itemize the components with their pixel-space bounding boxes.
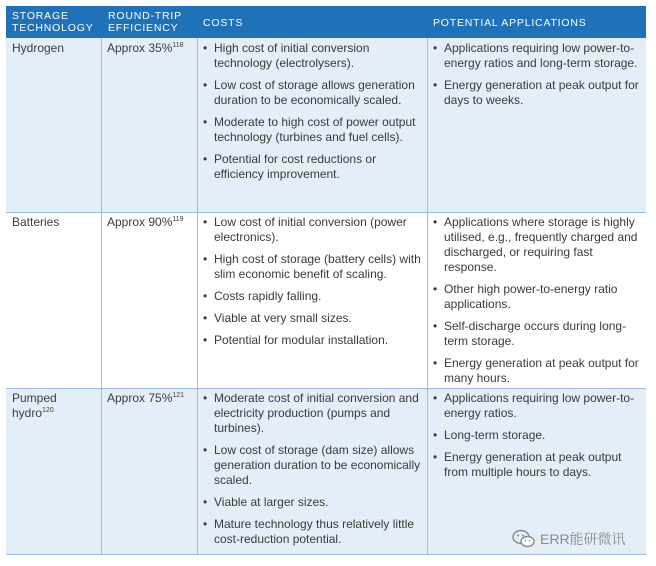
efficiency-value: Approx 90%: [107, 215, 173, 229]
list-item: • High cost of storage (battery cells) with slim economic benefit of scaling.: [203, 252, 421, 281]
header-col2-line2: EFFICIENCY: [108, 22, 179, 34]
header-round-trip-efficiency: [108, 10, 182, 34]
list-item: • Low cost of storage (dam size) allows generation duration to be economically scaled.: [203, 443, 421, 487]
efficiency-cell: [107, 41, 199, 56]
column-divider: [101, 38, 102, 554]
costs-list: [202, 41, 428, 189]
efficiency-value: Approx 75%: [107, 391, 173, 405]
table-bottom-rule: [6, 554, 646, 555]
list-item: • High cost of initial conversion technology (electrolysers).: [203, 41, 370, 70]
header-col1-line2: TECHNOLOGY: [12, 22, 94, 34]
applications-list: [432, 41, 644, 115]
header-potential-applications: POTENTIAL APPLICATIONS: [433, 17, 587, 29]
technology-cell: Batteries: [12, 215, 60, 229]
list-item: • Long-term storage.: [433, 428, 546, 442]
list-item: • Applications where storage is highly utilised, e.g., frequently charged and discharged, or requiring fast response.: [433, 215, 638, 274]
efficiency-cell: [107, 391, 199, 406]
list-item: • Moderate to high cost of power output technology (turbines and fuel cells).: [203, 115, 416, 144]
list-item: • Self-discharge occurs during long-term storage.: [433, 319, 627, 348]
row-divider: [6, 212, 646, 213]
technology-cell: Hydrogen: [12, 41, 65, 55]
list-item: • Applications requiring low power-to-energy ratios.: [433, 391, 635, 420]
table-header: [6, 6, 646, 38]
efficiency-value: Approx 35%: [107, 41, 173, 55]
table-row-batteries: [6, 212, 646, 388]
header-storage-technology: [12, 10, 94, 34]
list-item: • Mature technology thus relatively little cost-reduction potential.: [203, 517, 415, 546]
wechat-icon: [512, 529, 536, 549]
list-item: • Energy generation at peak output for many hours.: [433, 356, 639, 385]
footnote-ref: 119: [172, 216, 184, 223]
footnote-ref: 118: [172, 42, 184, 49]
list-item: • Viable at very small sizes.: [203, 311, 352, 325]
technology-line1: Pumped: [12, 391, 57, 405]
list-item: • Potential for modular installation.: [203, 333, 389, 347]
table-row-hydrogen: [6, 38, 646, 212]
applications-list: [432, 391, 644, 487]
list-item: • Potential for cost reductions or efficiency improvement.: [203, 152, 377, 181]
column-divider: [427, 38, 428, 554]
watermark: [512, 528, 652, 550]
applications-list: [432, 215, 644, 393]
technology-cell: [12, 391, 102, 421]
watermark-text: ERR能研微讯: [540, 531, 626, 547]
footnote-ref: 121: [172, 392, 185, 399]
list-item: • Viable at larger sizes.: [203, 495, 329, 509]
column-divider: [197, 38, 198, 554]
costs-list: [202, 391, 428, 554]
footnote-ref: 120: [42, 407, 54, 414]
row-divider: [6, 388, 646, 389]
list-item: • Costs rapidly falling.: [203, 289, 322, 303]
list-item: • Moderate cost of initial conversion and electricity production (pumps and turbines).: [203, 391, 419, 435]
list-item: • Low cost of initial conversion (power electronics).: [203, 215, 407, 244]
list-item: • Applications requiring low power-to-energy ratios and long-term storage.: [433, 41, 638, 70]
header-col1-line1: STORAGE: [12, 10, 69, 22]
technology-line2: hydro$^{120}$: [12, 406, 54, 420]
list-item: • Other high power-to-energy ratio applications.: [433, 282, 618, 311]
list-item: • Energy generation at peak output from multiple hours to days.: [433, 450, 622, 479]
header-col2-line1: ROUND-TRIP: [108, 10, 182, 22]
efficiency-cell: [107, 215, 199, 230]
list-item: • Low cost of storage allows generation duration to be economically scaled.: [203, 78, 415, 107]
header-costs: COSTS: [203, 17, 244, 29]
costs-list: [202, 215, 428, 355]
list-item: • Energy generation at peak output for days to weeks.: [433, 78, 639, 107]
